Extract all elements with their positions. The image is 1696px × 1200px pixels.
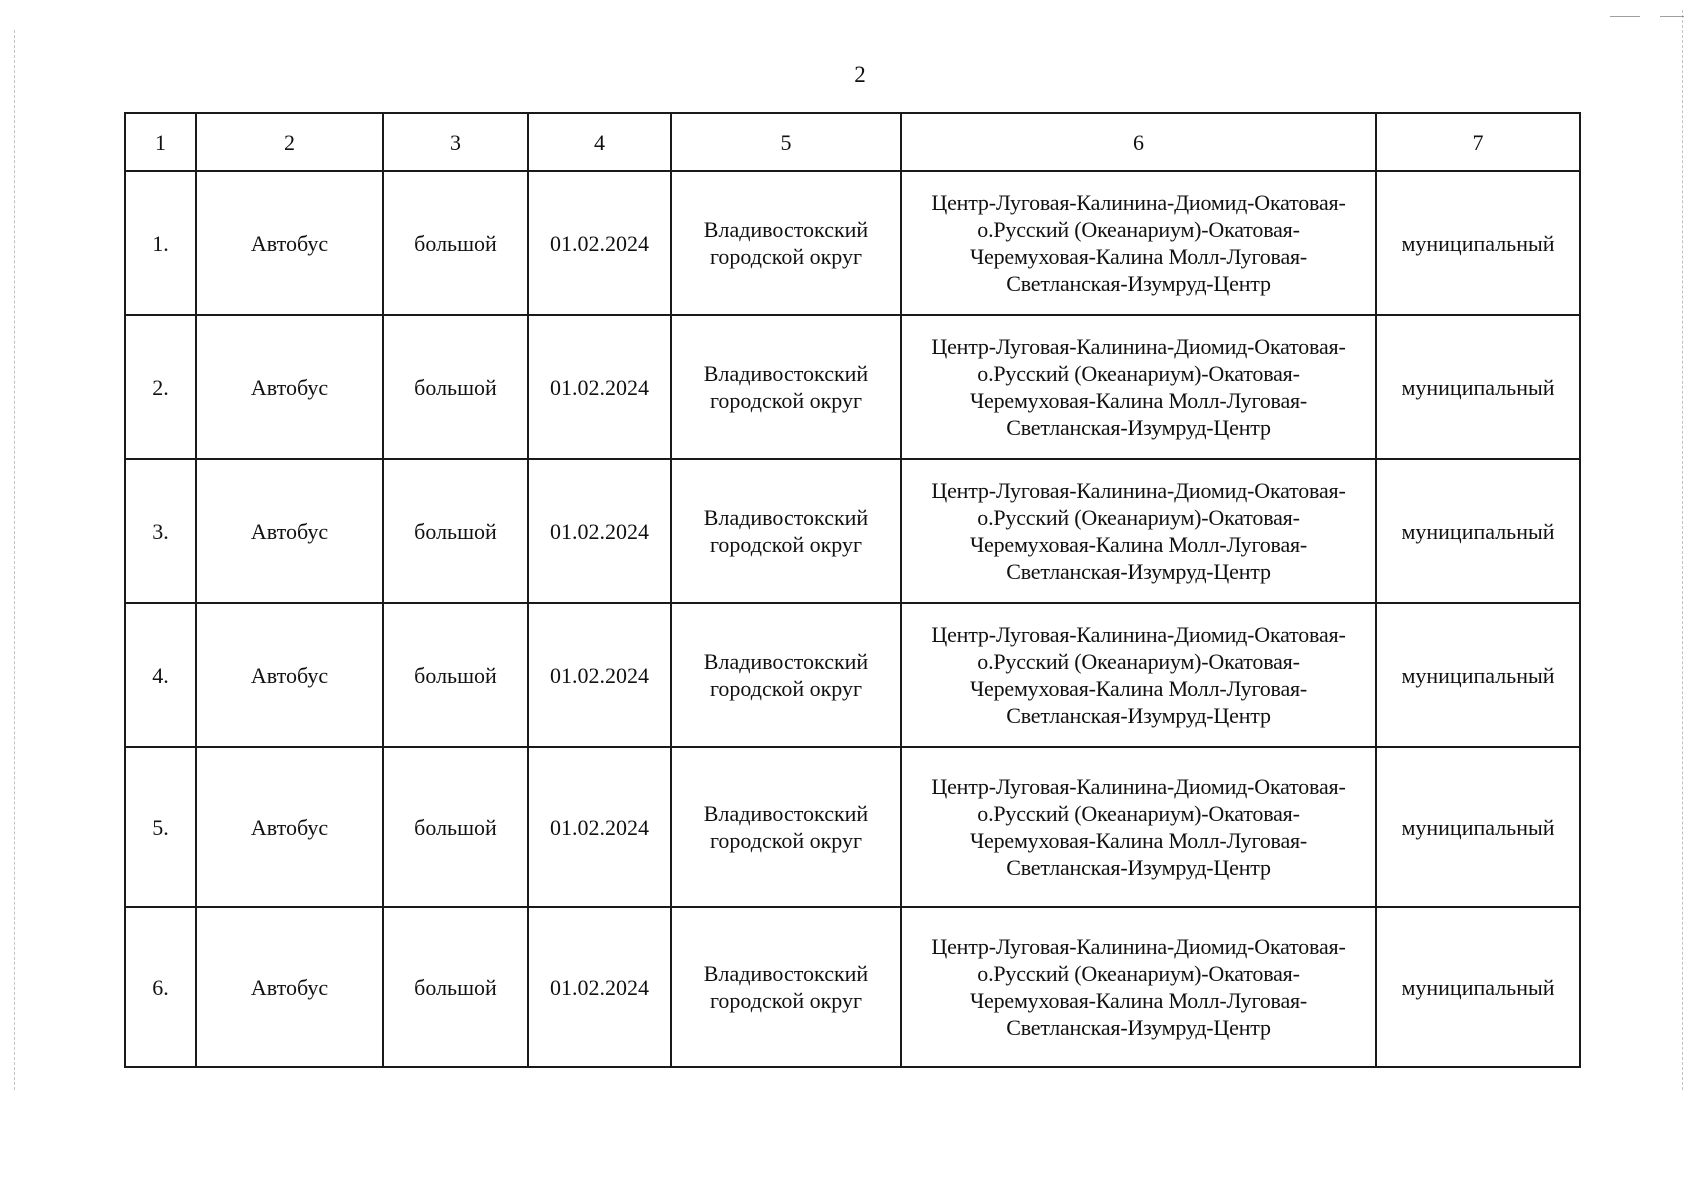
vehicle-class: большой <box>383 747 528 907</box>
table-row <box>125 315 1580 459</box>
header-row <box>125 113 1580 171</box>
district-line: Владивостокский <box>703 801 869 826</box>
route-path <box>901 603 1376 747</box>
district-line: городской округ <box>709 828 863 853</box>
header-cell-1: 1 <box>125 113 196 171</box>
district-line: Владивостокский <box>703 217 869 242</box>
route-line: Центр-Луговая-Калинина-Диомид-Окатовая- <box>931 190 1346 215</box>
district-line: Владивостокский <box>703 361 869 386</box>
header-cell-5: 5 <box>671 113 901 171</box>
route-line: Черемуховая-Калина Молл-Луговая- <box>969 988 1308 1013</box>
district-line: городской округ <box>709 988 863 1013</box>
route-line: Светланская-Изумруд-Центр <box>1006 271 1271 296</box>
route-line: Центр-Луговая-Калинина-Диомид-Окатовая- <box>931 774 1346 799</box>
vehicle-type: Автобус <box>196 603 383 747</box>
route-line: Черемуховая-Калина Молл-Луговая- <box>969 676 1308 701</box>
vehicle-type: Автобус <box>196 171 383 315</box>
route-line: Черемуховая-Калина Молл-Луговая- <box>969 244 1308 269</box>
route-line: Светланская-Изумруд-Центр <box>1006 559 1271 584</box>
route-line: Черемуховая-Калина Молл-Луговая- <box>969 388 1308 413</box>
table-row <box>125 603 1580 747</box>
start-date: 01.02.2024 <box>528 171 671 315</box>
table-row <box>125 907 1580 1067</box>
vehicle-type: Автобус <box>196 459 383 603</box>
route-ownership: муниципальный <box>1376 603 1580 747</box>
scan-mark-top-2 <box>1660 16 1684 17</box>
vehicle-type: Автобус <box>196 907 383 1067</box>
district <box>671 907 901 1067</box>
district-line: городской округ <box>709 676 863 701</box>
table-row <box>125 171 1580 315</box>
route-ownership: муниципальный <box>1376 747 1580 907</box>
district-line: Владивостокский <box>703 649 869 674</box>
route-line: Светланская-Изумруд-Центр <box>1006 703 1271 728</box>
district-line: Владивостокский <box>703 505 869 530</box>
route-path <box>901 907 1376 1067</box>
scan-edge-left <box>14 30 15 1090</box>
header-cell-6: 6 <box>901 113 1376 171</box>
row-number: 2. <box>125 315 196 459</box>
route-line: Центр-Луговая-Калинина-Диомид-Окатовая- <box>931 934 1346 959</box>
route-ownership: муниципальный <box>1376 907 1580 1067</box>
route-line: о.Русский (Океанариум)-Окатовая- <box>977 217 1300 242</box>
row-number: 1. <box>125 171 196 315</box>
route-line: Черемуховая-Калина Молл-Луговая- <box>969 532 1308 557</box>
table-row <box>125 459 1580 603</box>
route-line: о.Русский (Океанариум)-Окатовая- <box>977 801 1300 826</box>
start-date: 01.02.2024 <box>528 747 671 907</box>
route-line: Светланская-Изумруд-Центр <box>1006 415 1271 440</box>
start-date: 01.02.2024 <box>528 603 671 747</box>
table-row <box>125 747 1580 907</box>
route-line: Центр-Луговая-Калинина-Диомид-Окатовая- <box>931 478 1346 503</box>
route-line: Черемуховая-Калина Молл-Луговая- <box>969 828 1308 853</box>
row-number: 5. <box>125 747 196 907</box>
row-number: 6. <box>125 907 196 1067</box>
start-date: 01.02.2024 <box>528 459 671 603</box>
district-line: Владивостокский <box>703 961 869 986</box>
route-path <box>901 315 1376 459</box>
route-line: Центр-Луговая-Калинина-Диомид-Окатовая- <box>931 622 1346 647</box>
route-ownership: муниципальный <box>1376 459 1580 603</box>
route-line: Центр-Луговая-Калинина-Диомид-Окатовая- <box>931 334 1346 359</box>
district-line: городской округ <box>709 244 863 269</box>
district <box>671 459 901 603</box>
start-date: 01.02.2024 <box>528 907 671 1067</box>
scan-mark-top-1 <box>1610 16 1640 17</box>
vehicle-class: большой <box>383 171 528 315</box>
district <box>671 603 901 747</box>
district <box>671 315 901 459</box>
header-cell-2: 2 <box>196 113 383 171</box>
vehicle-type: Автобус <box>196 315 383 459</box>
route-ownership: муниципальный <box>1376 171 1580 315</box>
route-line: о.Русский (Океанариум)-Окатовая- <box>977 649 1300 674</box>
route-table <box>124 112 1581 1068</box>
row-number: 4. <box>125 603 196 747</box>
header-cell-7: 7 <box>1376 113 1580 171</box>
row-number: 3. <box>125 459 196 603</box>
route-line: Светланская-Изумруд-Центр <box>1006 1015 1271 1040</box>
vehicle-class: большой <box>383 459 528 603</box>
header-cell-3: 3 <box>383 113 528 171</box>
vehicle-class: большой <box>383 907 528 1067</box>
route-path <box>901 747 1376 907</box>
district-line: городской округ <box>709 388 863 413</box>
scan-edge-right <box>1682 10 1683 1090</box>
route-ownership: муниципальный <box>1376 315 1580 459</box>
route-path <box>901 459 1376 603</box>
route-line: о.Русский (Океанариум)-Окатовая- <box>977 505 1300 530</box>
district <box>671 747 901 907</box>
vehicle-type: Автобус <box>196 747 383 907</box>
page-number: 2 <box>854 62 866 87</box>
district <box>671 171 901 315</box>
route-line: Светланская-Изумруд-Центр <box>1006 855 1271 880</box>
vehicle-class: большой <box>383 603 528 747</box>
start-date: 01.02.2024 <box>528 315 671 459</box>
route-line: о.Русский (Океанариум)-Окатовая- <box>977 961 1300 986</box>
header-cell-4: 4 <box>528 113 671 171</box>
route-path <box>901 171 1376 315</box>
route-line: о.Русский (Океанариум)-Окатовая- <box>977 361 1300 386</box>
district-line: городской округ <box>709 532 863 557</box>
vehicle-class: большой <box>383 315 528 459</box>
